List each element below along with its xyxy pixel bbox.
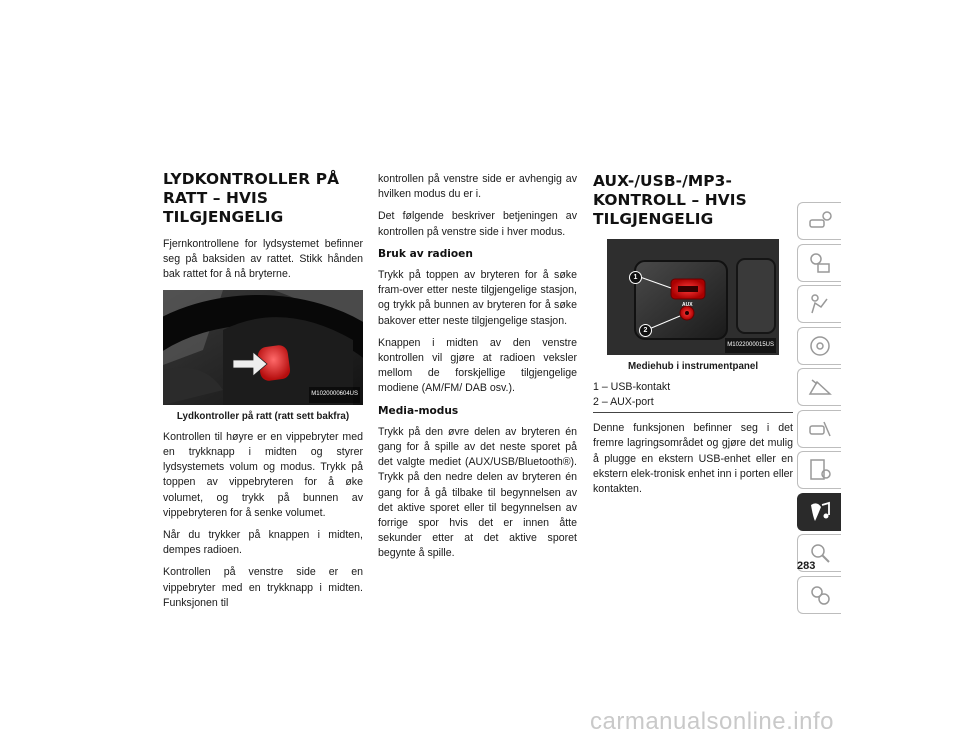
paragraph: Trykk på toppen av bryteren for å søke fram-over etter neste tilgjengelige stasjon, og trykk på bunnen av bryteren for å søke bakover etter neste tilgjengelige stasjon. bbox=[378, 269, 577, 327]
figure-id: M1022000015US bbox=[725, 338, 776, 353]
tab-specifications[interactable] bbox=[797, 451, 841, 489]
tab-vehicle-info[interactable] bbox=[797, 202, 841, 240]
paragraph: Kontrollen til høyre er en vippebryter med en trykknapp i midten og styrer lydsystemets volum og modus. Trykk på toppen av vippebryteren for å øke volumet, og trykk på bunnen av vippebryteren for å senke volumet. bbox=[163, 430, 363, 519]
section-heading-steering-audio: LYDKONTROLLER PÅ RATT – HVIS TILGJENGELIG bbox=[163, 170, 340, 226]
legend-item: 1 – USB-kontakt bbox=[593, 381, 671, 394]
servicing-icon bbox=[807, 416, 833, 442]
callout-1: 1 bbox=[629, 271, 642, 284]
column-2 bbox=[378, 172, 577, 569]
paragraph: Kontrollen på venstre side er en vippebryter med en trykknapp i midten. Funksjonen til bbox=[163, 566, 363, 609]
figure-id: M1020000604US bbox=[309, 387, 360, 402]
page-number: 283 bbox=[797, 560, 816, 572]
paragraph: Trykk på den øvre delen av bryteren én gang for å spille av det neste sporet på det valgte mediet (AUX/USB/Bluetooth®). Trykk på den nedre delen av bryteren én gang for å gå tilbake til begynnelsen av det aktive sporet eller til begynnelsen av forrige spor hvis det er innen åtte sekunder etter at det aktive sporet begynte å spille. bbox=[378, 425, 577, 560]
getting-to-know-icon bbox=[807, 250, 833, 276]
subheading-media: Media-modus bbox=[378, 404, 459, 417]
starting-operating-icon bbox=[807, 333, 833, 359]
legend-item: 2 – AUX-port bbox=[593, 396, 654, 409]
tab-multimedia[interactable] bbox=[797, 493, 841, 531]
tab-getting-to-know[interactable] bbox=[797, 244, 841, 282]
callout-2: 2 bbox=[639, 324, 652, 337]
tab-servicing[interactable] bbox=[797, 410, 841, 448]
safety-icon bbox=[807, 291, 833, 317]
paragraph: Når du trykker på knappen i midten, dempes radioen. bbox=[163, 529, 363, 557]
tab-customer-assistance[interactable] bbox=[797, 576, 841, 614]
tab-emergency[interactable] bbox=[797, 368, 841, 406]
media-hub-figure bbox=[607, 239, 779, 355]
figure-caption: Mediehub i instrumentpanel bbox=[627, 361, 759, 372]
specifications-icon bbox=[807, 457, 833, 483]
vehicle-info-icon bbox=[807, 208, 833, 234]
paragraph: Denne funksjonen befinner seg i det fremre lagringsområdet og gjøre det mulig å plugge en ekstern USB-enhet eller en ekstern elek-tronisk enhet inn i porten eller kontakten. bbox=[593, 422, 793, 496]
paragraph: Det følgende beskriver betjeningen av kontrollen på venstre side i hver modus. bbox=[378, 210, 577, 238]
figure-caption: Lydkontroller på ratt (ratt sett bakfra) bbox=[176, 410, 350, 422]
divider bbox=[593, 412, 793, 413]
emergency-icon bbox=[807, 374, 833, 400]
multimedia-icon bbox=[807, 499, 833, 525]
section-heading-aux-usb: AUX-/USB-/MP3-KONTROLL – HVIS TILGJENGELIG bbox=[593, 172, 747, 228]
chapter-tabs bbox=[797, 202, 841, 617]
intro-paragraph: Fjernkontrollene for lydsystemet befinner seg på baksiden av rattet. Stikk hånden bak rattet for å nå bryterne. bbox=[163, 238, 363, 281]
tab-starting-operating[interactable] bbox=[797, 327, 841, 365]
customer-assistance-icon bbox=[807, 582, 833, 608]
aux-label: AUX bbox=[682, 302, 693, 308]
subheading-radio: Bruk av radioen bbox=[378, 247, 473, 260]
column-3 bbox=[593, 172, 793, 504]
tab-safety[interactable] bbox=[797, 285, 841, 323]
steering-wheel-figure bbox=[163, 290, 363, 405]
watermark: carmanualsonline.info bbox=[590, 708, 834, 735]
paragraph: Knappen i midten av den venstre kontrollen vil gjøre at radioen veksler mellom de forskjellige tilgjengelige modiene (AM/FM/ DAB osv.). bbox=[378, 336, 577, 395]
column-1 bbox=[163, 170, 363, 618]
paragraph: kontrollen på venstre side er avhengig av hvilken modus du er i. bbox=[378, 173, 577, 201]
